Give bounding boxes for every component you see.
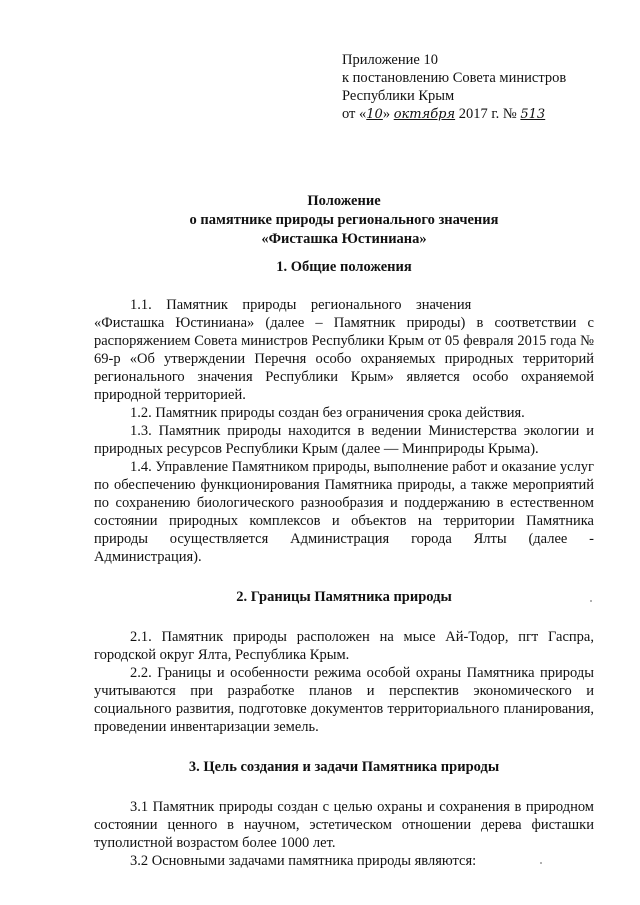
title-line-1: Положение (307, 193, 381, 209)
title-line-2: о памятнике природы регионального значения (189, 212, 499, 228)
paragraph-1-3: 1.3. Памятник природы находится в ведении Министерства экологии и природных ресурсов Республики Крым (далее — Минприроды Крыма). (94, 423, 594, 457)
scan-speck (590, 600, 592, 602)
section-2-heading: 2. Границы Памятника природы (236, 589, 452, 605)
section-3-heading: 3. Цель создания и задачи Памятника природы (188, 759, 500, 775)
paragraph-2-2: 2.2. Границы и особенности режима особой охраны Памятника природы учитываются при разработке планов и перспектив экономического и социального развития, подготовке документов территориального планирования, проведении инвентаризации земель. (94, 665, 594, 735)
section-1-heading: 1. Общие положения (276, 259, 412, 275)
appendix-block (342, 51, 566, 124)
date-year: 2017 г. № (458, 106, 517, 122)
paragraph-2-1: 2.1. Памятник природы расположен на мысе Ай-Тодор, пгт Гаспра, городской округ Ялта, Республика Крым. (94, 629, 594, 663)
scan-speck (540, 862, 542, 864)
title-line-3: «Фисташка Юстиниана» (261, 231, 427, 247)
paragraph-1-2: 1.2. Памятник природы создан без ограничения срока действия. (130, 405, 525, 421)
appendix-line-2: к постановлению Совета министров (342, 70, 567, 86)
paragraph-3-1: 3.1 Памятник природы создан с целью охраны и сохранения в природном состоянии ценного в научном, эстетическом отношении дерева фисташки туполистной возрастом более 1000 лет. (94, 799, 594, 851)
date-mid: » (382, 106, 391, 122)
appendix-line-1: Приложение 10 (342, 52, 438, 68)
paragraph-1-4: 1.4. Управление Памятником природы, выполнение работ и оказание услуг по обеспечению функционирования Памятника природы, а также мероприятий по сохранению биологического разнообразия и поддержанию в естественном состоянии природных комплексов и объектов на территории Памятника природы осуществляется Администрация города Ялты (далее - Администрация). (94, 459, 594, 565)
paragraph-1-1-first-line: 1.1. Памятник природы регионального значения (130, 297, 472, 313)
paragraph-3-2: 3.2 Основными задачами памятника природы являются: (130, 853, 477, 869)
appendix-line-3: Республики Крым (342, 88, 455, 104)
handwritten-number: 513 (520, 107, 546, 122)
handwritten-month: октября (393, 107, 456, 122)
document-body (94, 258, 594, 870)
appendix-date-line (342, 105, 566, 124)
handwritten-day: 10 (366, 107, 383, 122)
paragraph-1-1: «Фисташка Юстиниана» (далее – Памятник природы) в соответствии с распоряжением Совета министров Республики Крым от 05 февраля 2015 года № 69-р «Об утверждении Перечня особо охраняемых природных территорий регионального значения Республики Крым» является особо охраняемой природной территорией. (94, 315, 594, 403)
document-title (94, 192, 594, 249)
date-prefix: от « (342, 106, 367, 122)
